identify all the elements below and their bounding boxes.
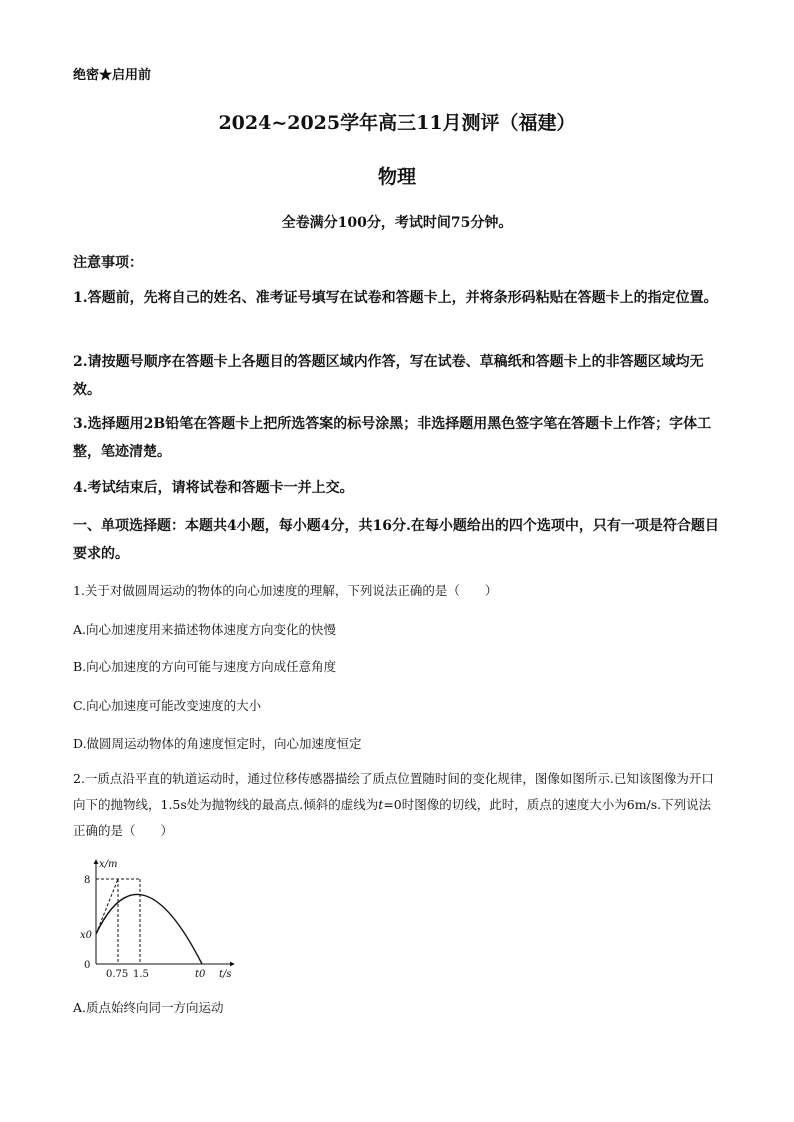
- q1-option-a: A.向心加速度用来描述物体速度方向变化的快慢: [73, 622, 337, 637]
- x-axis-label: t/s: [219, 969, 232, 980]
- origin-label: 0: [84, 960, 91, 971]
- notes-heading: 注意事项：: [73, 255, 143, 271]
- q2-stem-var: t: [378, 797, 384, 812]
- position-time-graph: [76, 852, 246, 982]
- q1-option-b: B.向心加速度的方向可能与速度方向成任意角度: [73, 659, 337, 674]
- full-marks-line: 全卷满分100分，考试时间75分钟。: [281, 215, 513, 231]
- note-item-3: 3.选择题用2B铅笔在答题卡上把所选答案的标号涂黑；非选择题用黑色签字笔在答题卡上作答；字体工整，笔迹清楚。: [73, 416, 712, 460]
- q2-stem-part2: =0时图像的切线，此时，质点的速度大小为6m/s.下列说法正确的是（ ）: [73, 797, 712, 838]
- q1-option-c: C.向心加速度可能改变速度的大小: [73, 698, 262, 713]
- tangent-line: [96, 879, 118, 934]
- note-item-2: 2.请按题号顺序在答题卡上各题目的答题区域内作答，写在试卷、草稿纸和答题卡上的非答题区域均无效。: [73, 354, 704, 398]
- q1-stem: 1.关于对做圆周运动的物体的向心加速度的理解，下列说法正确的是（ ）: [73, 583, 498, 598]
- q2-stem-part1: 2.一质点沿平直的轨道运动时，通过位移传感器描绘了质点位置随时间的变化规律，图像如图所示.已知该图像为开口向下的抛物线，1.5s处为抛物线的最高点.倾斜的虚线为: [73, 771, 714, 812]
- y-tick-8: 8: [84, 875, 91, 886]
- parabola-curve: [96, 894, 202, 964]
- q1-option-d: D.做圆周运动物体的角速度恒定时，向心加速度恒定: [73, 736, 362, 751]
- x-tick-075: 0.75: [106, 969, 129, 980]
- q2-option-a: A.质点始终向同一方向运动: [73, 1000, 224, 1015]
- y-axis-label: x/m: [99, 859, 118, 870]
- x-tick-t0: t0: [195, 969, 206, 980]
- note-item-1: 1.答题前，先将自己的姓名、准考证号填写在试卷和答题卡上，并将条形码粘贴在答题卡上的指定位置。: [73, 290, 718, 306]
- subject-title: 物理: [377, 166, 416, 188]
- secret-label: 绝密★启用前: [73, 68, 152, 83]
- note-item-4: 4.考试结束后，请将试卷和答题卡一并上交。: [73, 480, 354, 496]
- exam-title: 2024~2025学年高三11月测评（福建）: [218, 112, 576, 134]
- q2-stem: [73, 766, 723, 844]
- y-tick-x0: x0: [80, 930, 93, 941]
- section-heading: 一、单项选择题：本题共4小题，每小题4分，共16分.在每小题给出的四个选项中，只有一项是符合题目要求的。: [73, 518, 719, 562]
- x-tick-15: 1.5: [133, 969, 149, 980]
